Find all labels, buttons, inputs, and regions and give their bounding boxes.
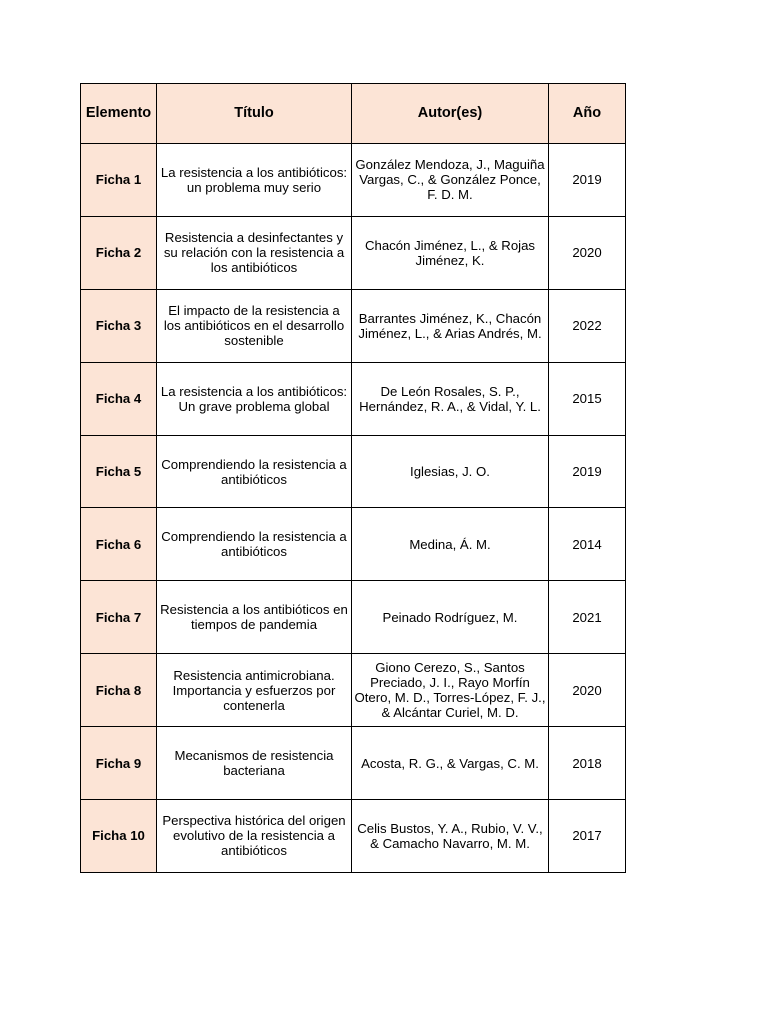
row-anio-cell: 2020 bbox=[549, 654, 626, 727]
row-titulo-cell: La resistencia a los antibióticos: un problema muy serio bbox=[157, 144, 352, 217]
row-titulo-cell: Perspectiva histórica del origen evolutivo de la resistencia a antibióticos bbox=[157, 800, 352, 873]
header-anio: Año bbox=[549, 84, 626, 144]
row-anio-cell: 2017 bbox=[549, 800, 626, 873]
row-anio-cell: 2015 bbox=[549, 362, 626, 435]
header-row bbox=[81, 84, 626, 144]
row-titulo-cell: La resistencia a los antibióticos: Un grave problema global bbox=[157, 362, 352, 435]
row-titulo-cell: Resistencia antimicrobiana. Importancia y esfuerzos por contenerla bbox=[157, 654, 352, 727]
row-autores-cell: Barrantes Jiménez, K., Chacón Jiménez, L., & Arias Andrés, M. bbox=[352, 289, 549, 362]
table-body bbox=[81, 144, 626, 873]
references-table bbox=[80, 83, 626, 873]
row-elemento-cell: Ficha 4 bbox=[81, 362, 157, 435]
table-row bbox=[81, 508, 626, 581]
row-elemento-cell: Ficha 9 bbox=[81, 727, 157, 800]
row-anio-cell: 2021 bbox=[549, 581, 626, 654]
row-titulo-cell: El impacto de la resistencia a los antibióticos en el desarrollo sostenible bbox=[157, 289, 352, 362]
table-row bbox=[81, 362, 626, 435]
row-anio-cell: 2014 bbox=[549, 508, 626, 581]
table-row bbox=[81, 654, 626, 727]
row-elemento-cell: Ficha 8 bbox=[81, 654, 157, 727]
header-titulo: Título bbox=[157, 84, 352, 144]
row-titulo-cell: Resistencia a los antibióticos en tiempos de pandemia bbox=[157, 581, 352, 654]
table-row bbox=[81, 216, 626, 289]
row-elemento-cell: Ficha 10 bbox=[81, 800, 157, 873]
header-elemento: Elemento bbox=[81, 84, 157, 144]
row-autores-cell: Iglesias, J. O. bbox=[352, 435, 549, 508]
row-elemento-cell: Ficha 7 bbox=[81, 581, 157, 654]
row-anio-cell: 2019 bbox=[549, 144, 626, 217]
row-titulo-cell: Resistencia a desinfectantes y su relación con la resistencia a los antibióticos bbox=[157, 216, 352, 289]
row-autores-cell: Chacón Jiménez, L., & Rojas Jiménez, K. bbox=[352, 216, 549, 289]
table-row bbox=[81, 435, 626, 508]
row-anio-cell: 2022 bbox=[549, 289, 626, 362]
row-titulo-cell: Comprendiendo la resistencia a antibióticos bbox=[157, 508, 352, 581]
table-row bbox=[81, 289, 626, 362]
row-autores-cell: González Mendoza, J., Maguiña Vargas, C., & González Ponce, F. D. M. bbox=[352, 144, 549, 217]
row-elemento-cell: Ficha 6 bbox=[81, 508, 157, 581]
row-anio-cell: 2020 bbox=[549, 216, 626, 289]
table-row bbox=[81, 727, 626, 800]
row-titulo-cell: Mecanismos de resistencia bacteriana bbox=[157, 727, 352, 800]
row-elemento-cell: Ficha 1 bbox=[81, 144, 157, 217]
row-anio-cell: 2019 bbox=[549, 435, 626, 508]
row-titulo-cell: Comprendiendo la resistencia a antibióticos bbox=[157, 435, 352, 508]
row-anio-cell: 2018 bbox=[549, 727, 626, 800]
row-autores-cell: Celis Bustos, Y. A., Rubio, V. V., & Camacho Navarro, M. M. bbox=[352, 800, 549, 873]
row-autores-cell: Medina, Á. M. bbox=[352, 508, 549, 581]
row-autores-cell: Acosta, R. G., & Vargas, C. M. bbox=[352, 727, 549, 800]
table-row bbox=[81, 144, 626, 217]
row-autores-cell: Giono Cerezo, S., Santos Preciado, J. I., Rayo Morfín Otero, M. D., Torres-López, F. J., & Alcántar Curiel, M. D. bbox=[352, 654, 549, 727]
table-row bbox=[81, 800, 626, 873]
table-row bbox=[81, 581, 626, 654]
row-elemento-cell: Ficha 5 bbox=[81, 435, 157, 508]
row-autores-cell: Peinado Rodríguez, M. bbox=[352, 581, 549, 654]
row-elemento-cell: Ficha 2 bbox=[81, 216, 157, 289]
row-autores-cell: De León Rosales, S. P., Hernández, R. A., & Vidal, Y. L. bbox=[352, 362, 549, 435]
header-autores: Autor(es) bbox=[352, 84, 549, 144]
row-elemento-cell: Ficha 3 bbox=[81, 289, 157, 362]
